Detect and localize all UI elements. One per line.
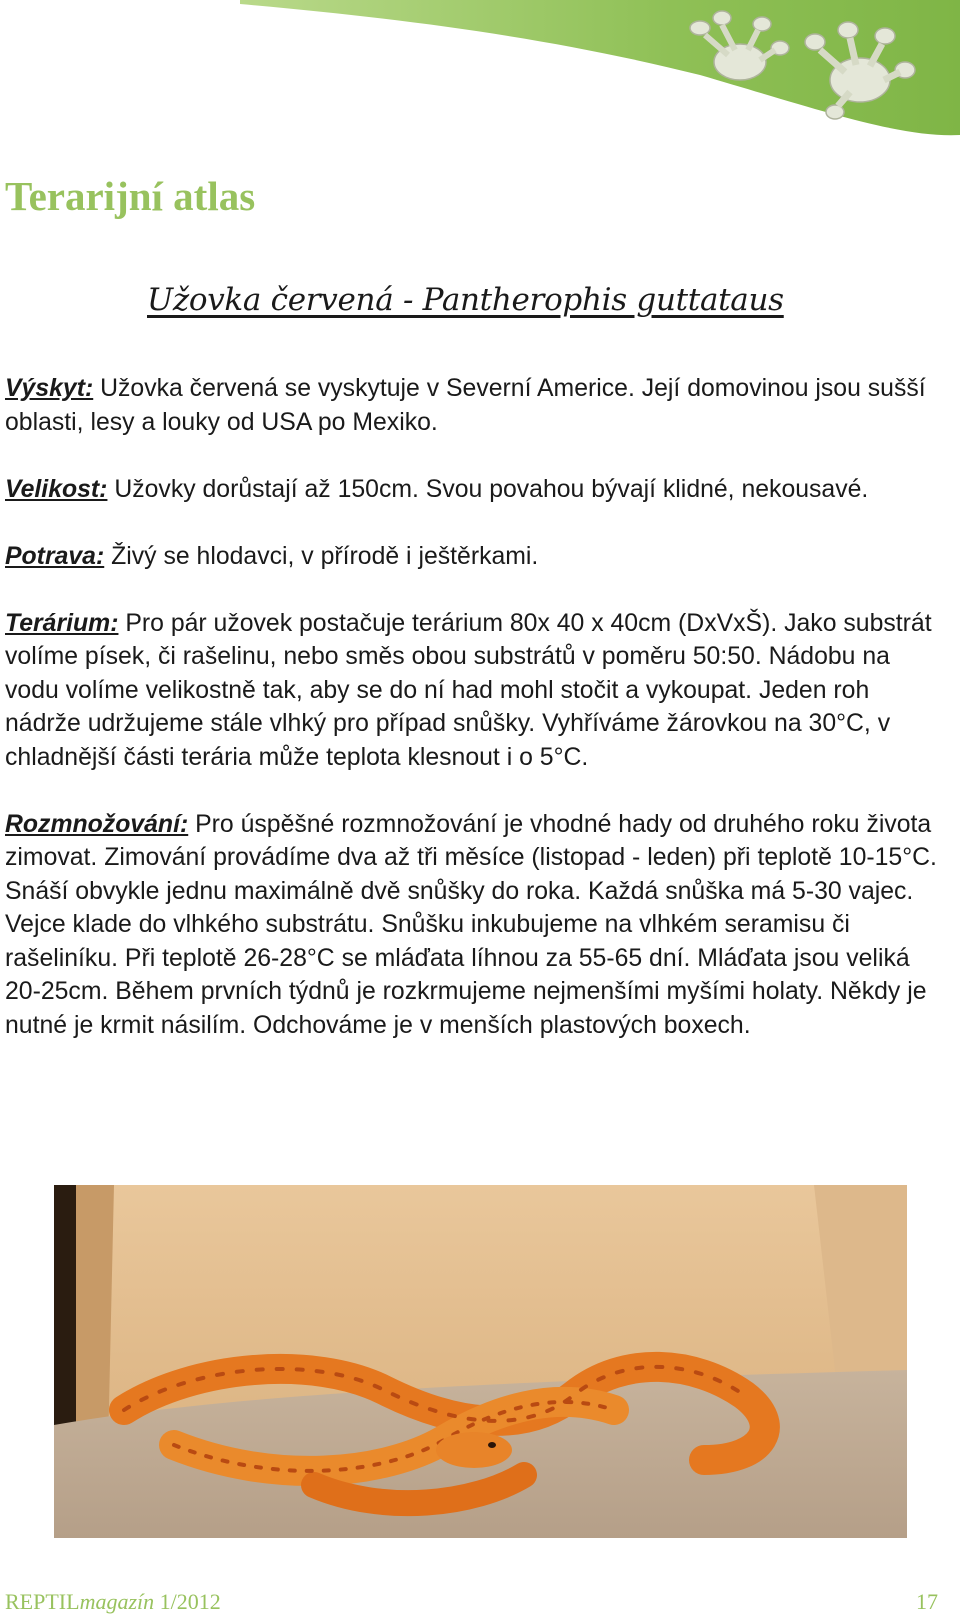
paragraph-text: Užovky dorůstají až 150cm. Svou povahou bývají klidné, nekousavé. xyxy=(107,475,869,503)
paragraph-label: Potrava: xyxy=(5,542,105,570)
header-band xyxy=(0,0,960,140)
footer-publication xyxy=(5,1589,221,1615)
paragraph-label: Rozmnožování: xyxy=(5,810,189,838)
article-body xyxy=(5,372,940,1076)
footer-magazine: magazín xyxy=(79,1589,155,1614)
snake-photo xyxy=(54,1185,907,1538)
paragraph-terarium xyxy=(5,607,940,775)
paragraph-velikost xyxy=(5,473,940,507)
paragraph-label: Výskyt: xyxy=(5,375,94,402)
paragraph-vyskyt xyxy=(5,372,940,439)
paragraph-text: Pro pár užovek postačuje terárium 80x 40 x 40cm (DxVxŠ). Jako substrát volíme písek, či rašelinu, nebo směs obou substrátů v poměru 50:50. Nádobu na vodu volíme velikostně tak, aby se do ní had mohl stočit a vykoupat. Jeden roh nádrže udržujeme stále vlhký pro případ snůšky. Vyhříváme žárovkou na 30°C, v chladnější části terária může teplota klesnout i o 5°C. xyxy=(5,609,932,771)
article-title: Užovka červená - Pantherophis guttataus xyxy=(147,282,784,318)
paragraph-label: Velikost: xyxy=(5,475,108,503)
paragraph-rozmnozovani xyxy=(5,808,940,1043)
footer-brand: REPTIL xyxy=(5,1589,80,1614)
page-number: 17 xyxy=(916,1589,938,1614)
footer-issue: 1/2012 xyxy=(154,1589,221,1614)
section-title: Terarijní atlas xyxy=(5,173,256,219)
paragraph-potrava xyxy=(5,540,940,574)
paragraph-text: Živý se hlodavci, v přírodě i ještěrkami. xyxy=(104,542,539,570)
paragraph-text: Užovka červená se vyskytuje v Severní Americe. Její domovinou jsou sušší oblasti, lesy a louky od USA po Mexiko. xyxy=(5,375,926,436)
paragraph-label: Terárium: xyxy=(5,609,119,637)
paragraph-text: Pro úspěšné rozmnožování je vhodné hady od druhého roku života zimovat. Zimování provádíme dva až tři měsíce (listopad - leden) při teplotě 10-15°C. Snáší obvykle jednu maximálně dvě snůšky do roka. Každá snůška má 5-30 vajec. Vejce klade do vlhkého substrátu. Snůšku inkubujeme na vlhkém seramisu či rašeliníku. Při teplotě 26-28°C se mláďata líhnou za 55-65 dní. Mláďata jsou veliká 20-25cm. Během prvních týdnů je rozkrmujeme nejmenšími myšími holaty. Někdy je nutné je krmit násilím. Odchováme je v menších plastových boxech. xyxy=(5,810,937,1039)
